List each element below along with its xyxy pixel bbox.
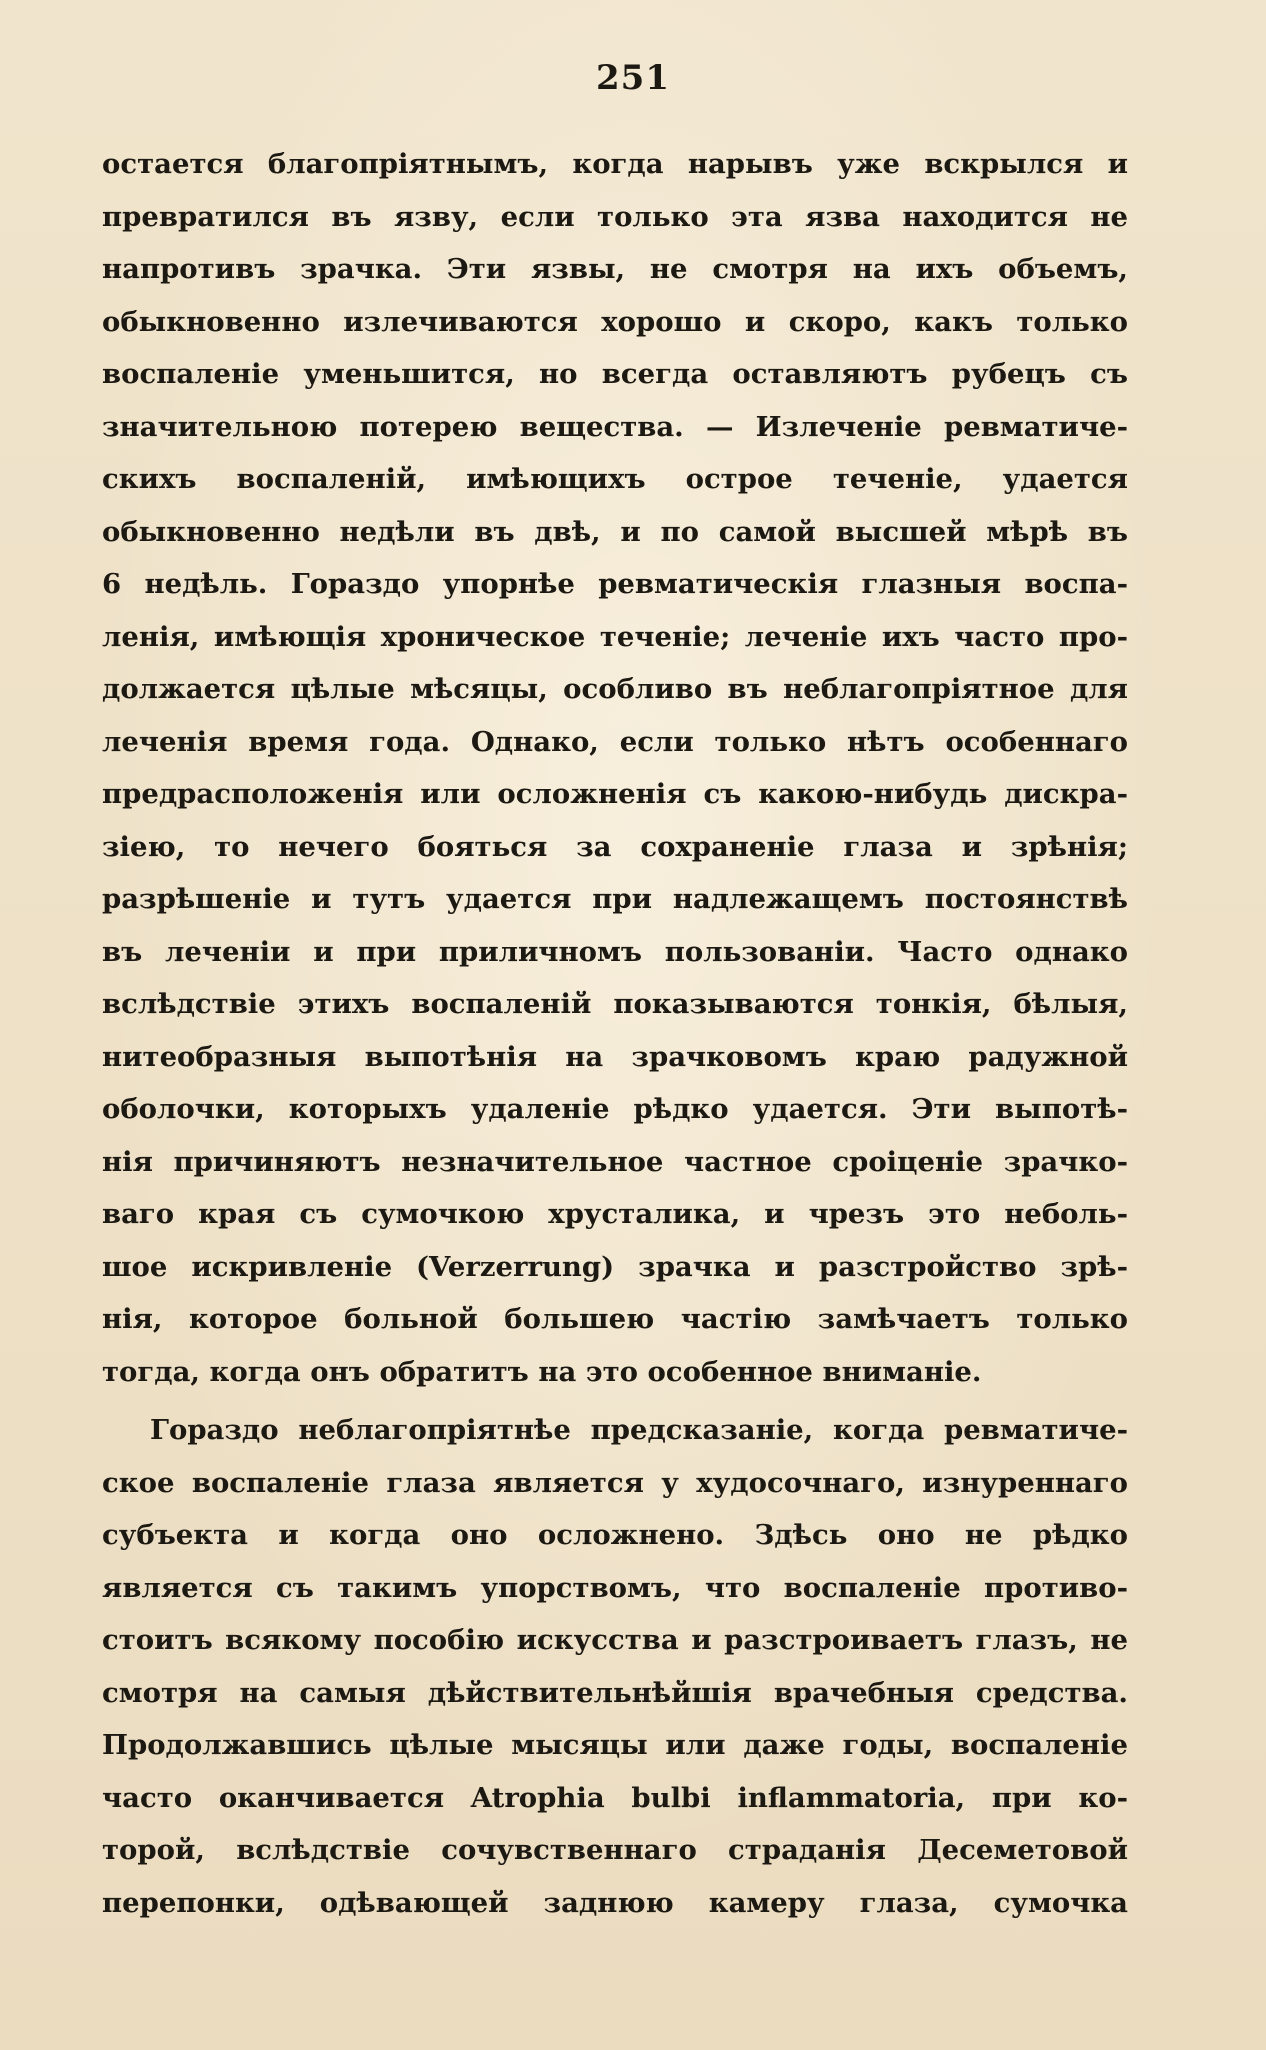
- text-line: скихъ воспаленій, имѣющихъ острое теченіе, удается: [102, 463, 1128, 495]
- text-line: обыкновенно излечиваются хорошо и скоро, какъ только: [102, 305, 1128, 338]
- paragraph-2: [102, 1404, 1128, 1929]
- text-line: шое искривленіе (Verzerrung) зрачка и разстройство зрѣ-: [102, 1250, 1128, 1283]
- text-line: ское воспаленіе глаза является у худосочнаго, изнуреннаго: [102, 1466, 1128, 1499]
- text-line: торой, вслѣдствіе сочувственнаго страданія Десеметовой: [102, 1834, 1128, 1866]
- page-number: 251: [596, 58, 670, 98]
- text-line: 6 недѣль. Гораздо упорнѣе ревматическія глазныя воспа-: [102, 568, 1128, 600]
- text-line: напротивъ зрачка. Эти язвы, не смотря на ихъ объемъ,: [102, 253, 1128, 285]
- text-line: остается благопріятнымъ, когда нарывъ уже вскрылся и: [102, 148, 1128, 180]
- text-line: стоитъ всякому пособію искусства и разстроиваетъ глазъ, не: [102, 1624, 1128, 1656]
- text-line: ленія, имѣющія хроническое теченіе; леченіе ихъ часто про-: [102, 620, 1128, 653]
- text-line: превратился въ язву, если только эта язва находится не: [102, 200, 1128, 233]
- body-text: [102, 138, 1128, 1929]
- text-line: Продолжавшись цѣлые мысяцы или даже годы, воспаленіе: [102, 1729, 1128, 1761]
- text-line: Гораздо неблагопріятнѣе предсказаніе, когда ревматиче-: [150, 1414, 1128, 1446]
- text-line: нія причиняютъ незначительное частное сроіценіе зрачко-: [102, 1145, 1128, 1178]
- text-line: леченія время года. Однако, если только нѣтъ особеннаго: [102, 725, 1128, 758]
- text-line: часто оканчивается Atrophia bulbi inflammatoria, при ко-: [102, 1781, 1128, 1814]
- text-line: нитеобразныя выпотѣнія на зрачковомъ краю радужной: [102, 1040, 1128, 1073]
- text-line: зіею, то нечего бояться за сохраненіе глаза и зрѣнія;: [102, 830, 1128, 863]
- text-line: въ леченіи и при приличномъ пользованіи. Часто однако: [102, 935, 1128, 968]
- paragraph-1: [102, 138, 1128, 1398]
- text-line: ваго края съ сумочкою хрусталика, и чрезъ это неболь-: [102, 1198, 1128, 1230]
- text-line: оболочки, которыхъ удаленіе рѣдко удается. Эти выпотѣ-: [102, 1093, 1128, 1125]
- text-line: предрасположенія или осложненія съ какою-нибудь дискра-: [102, 778, 1128, 810]
- text-line: воспаленіе уменьшится, но всегда оставляютъ рубецъ съ: [102, 358, 1128, 390]
- text-line: должается цѣлые мѣсяцы, особливо въ неблагопріятное для: [102, 673, 1128, 705]
- text-line: обыкновенно недѣли въ двѣ, и по самой высшей мѣрѣ въ: [102, 515, 1128, 548]
- text-line: является съ такимъ упорствомъ, что воспаленіе противо-: [102, 1571, 1128, 1604]
- text-line: смотря на самыя дѣйствительнѣйшія врачебныя средства.: [102, 1676, 1128, 1709]
- text-line: перепонки, одѣвающей заднюю камеру глаза, сумочка: [102, 1886, 1128, 1919]
- text-line: значительною потерею вещества. — Излеченіе ревматиче-: [102, 410, 1128, 443]
- text-line: тогда, когда онъ обратитъ на это особенное вниманіе.: [102, 1355, 982, 1388]
- text-line: субъекта и когда оно осложнено. Здѣсь оно не рѣдко: [102, 1519, 1128, 1551]
- text-line: нія, которое больной большею частію замѣчаетъ только: [102, 1303, 1128, 1335]
- text-line: разрѣшеніе и тутъ удается при надлежащемъ постоянствѣ: [102, 883, 1128, 915]
- text-line: вслѣдствіе этихъ воспаленій показываются тонкія, бѣлыя,: [102, 988, 1128, 1020]
